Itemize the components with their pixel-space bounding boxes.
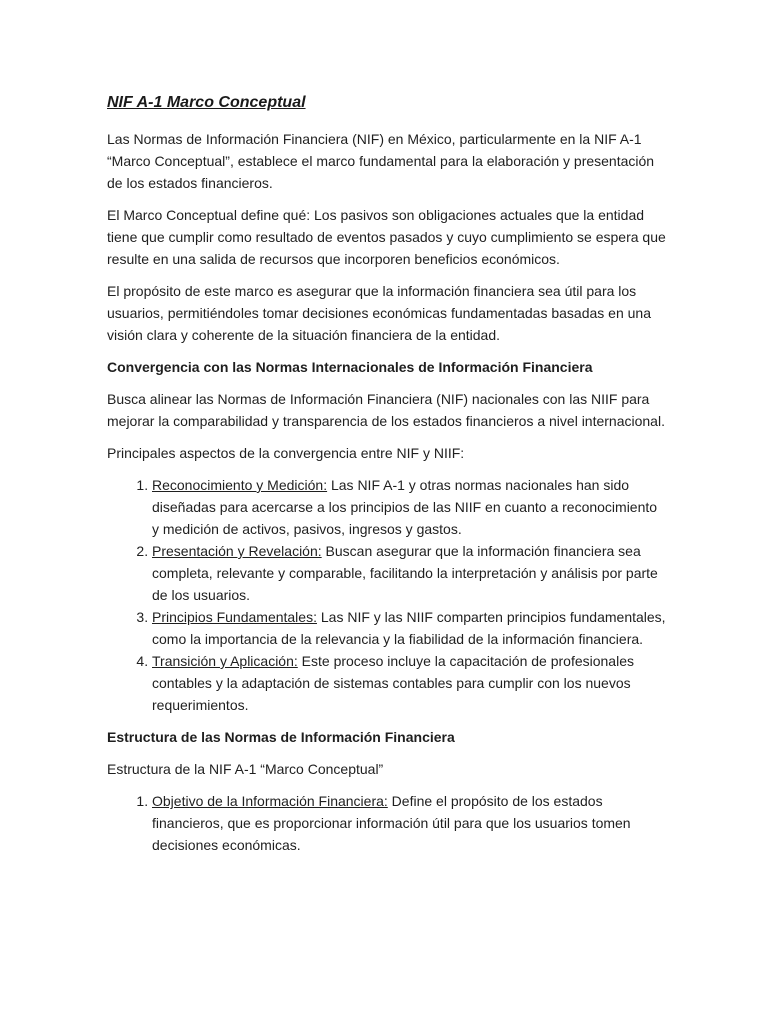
document-page [107, 91, 667, 866]
list-item-text: Define el propósito de los estados financieros, que es proporcionar información útil para que los usuarios tomen decisiones económicas. [152, 793, 631, 853]
paragraph-structure: Estructura de la NIF A-1 “Marco Conceptual” [107, 761, 384, 777]
structure-list [107, 790, 667, 856]
list-item [152, 540, 667, 606]
list-item-term: Transición y Aplicación: [152, 653, 298, 669]
list-item-text: Las NIF A-1 y otras normas nacionales han sido diseñadas para acercarse a los principios de las NIIF en cuanto a reconocimiento y medición de activos, pasivos, ingresos y gastos. [152, 477, 658, 537]
paragraph-intro: Las Normas de Información Financiera (NIF) en México, particularmente en la NIF A-1 “Marco Conceptual”, establece el marco fundamental para la elaboración y presentación de los estados financieros. [107, 131, 655, 191]
paragraph-aspects-intro: Principales aspectos de la convergencia entre NIF y NIIF: [107, 445, 465, 461]
list-item [152, 474, 667, 540]
convergence-aspects-list [107, 474, 667, 716]
paragraph-definition: El Marco Conceptual define qué: Los pasivos son obligaciones actuales que la entidad tiene que cumplir como resultado de eventos pasados y cuyo cumplimiento se espera que resulte en una salida de recursos que incorporen beneficios económicos. [107, 207, 666, 267]
list-item [152, 650, 667, 716]
section-heading-convergence: Convergencia con las Normas Internacionales de Información Financiera [107, 359, 593, 375]
section-heading-structure: Estructura de las Normas de Información Financiera [107, 729, 455, 745]
list-item-text: Las NIF y las NIIF comparten principios fundamentales, como la importancia de la relevancia y la fiabilidad de la información financiera. [152, 609, 666, 647]
list-item [152, 790, 667, 856]
paragraph-purpose: El propósito de este marco es asegurar que la información financiera sea útil para los usuarios, permitiéndoles tomar decisiones económicas fundamentadas basadas en una visión clara y coherente de la situación financiera de la entidad. [107, 283, 651, 343]
list-item-term: Presentación y Revelación: [152, 543, 322, 559]
list-item-text: Este proceso incluye la capacitación de profesionales contables y la adaptación de sistemas contables para cumplir con los nuevos requerimientos. [152, 653, 634, 713]
paragraph-convergence: Busca alinear las Normas de Información Financiera (NIF) nacionales con las NIIF para mejorar la comparabilidad y transparencia de los estados financieros a nivel internacional. [107, 391, 665, 429]
document-title: NIF A-1 Marco Conceptual [107, 94, 306, 111]
list-item [152, 606, 667, 650]
list-item-term: Objetivo de la Información Financiera: [152, 793, 388, 809]
list-item-term: Principios Fundamentales: [152, 609, 317, 625]
list-item-text: Buscan asegurar que la información financiera sea completa, relevante y comparable, facilitando la interpretación y análisis por parte de los usuarios. [152, 543, 658, 603]
list-item-term: Reconocimiento y Medición: [152, 477, 328, 493]
